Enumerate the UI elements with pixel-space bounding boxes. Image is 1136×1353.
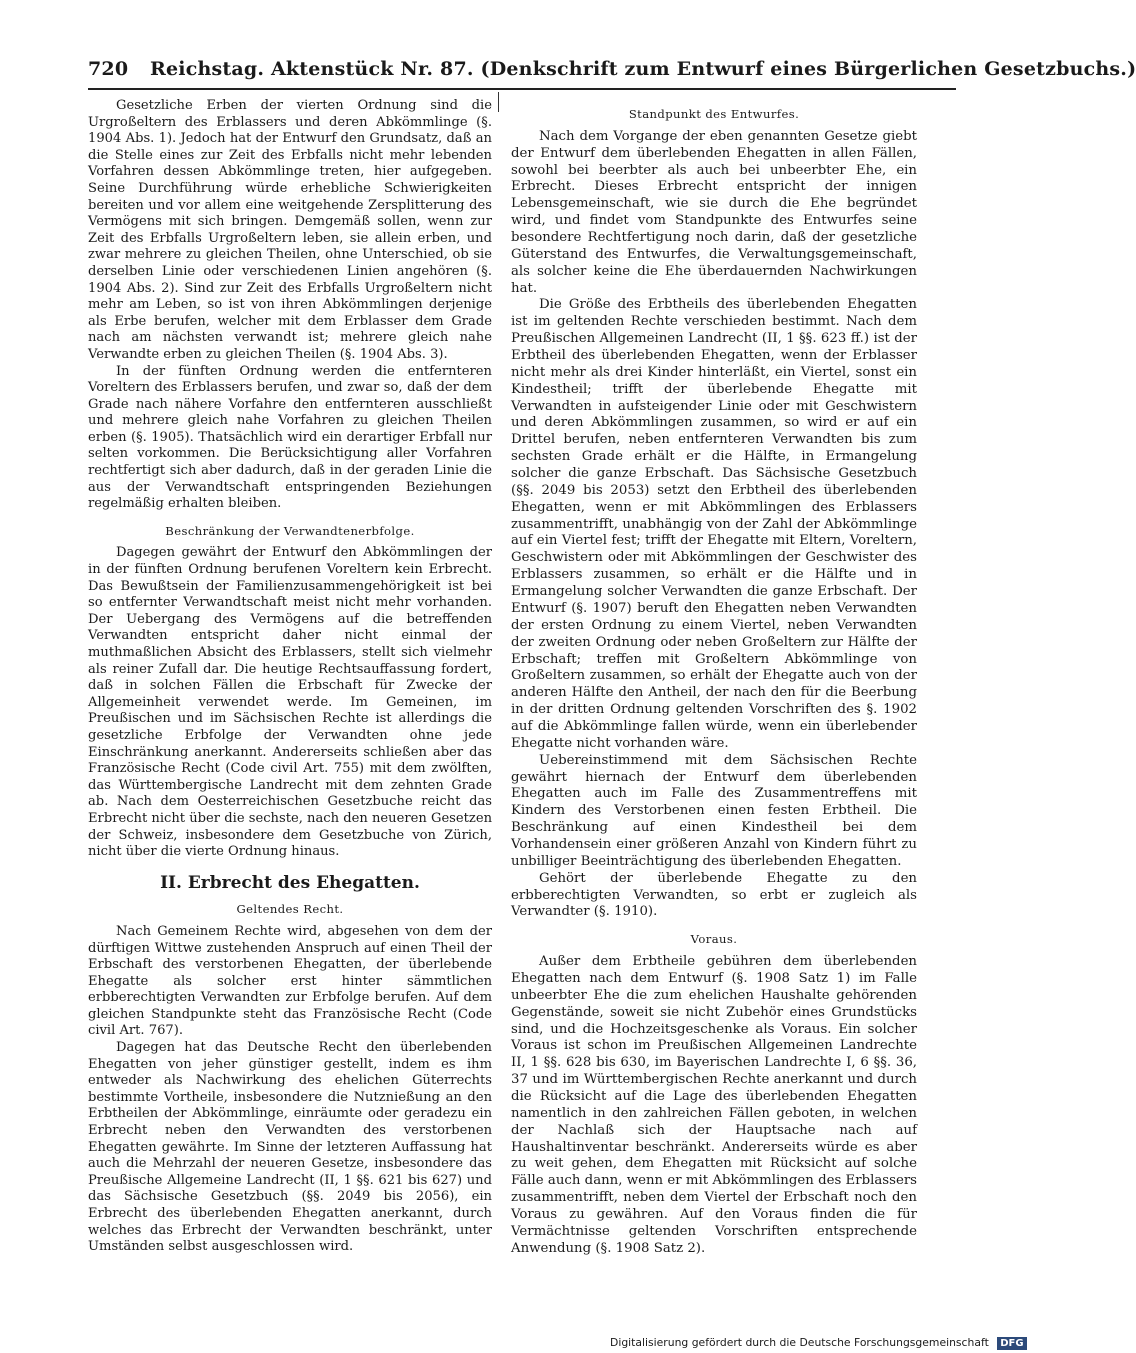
paragraph: Gehört der überlebende Ehegatte zu den erbberechtigten Verwandten, so erbt er zugleich als Verwandter (§. 1910). [511,870,917,920]
paragraph: Nach Gemeinem Rechte wird, abgesehen von dem der dürftigen Wittwe zustehenden Anspruch auf einen Theil der Erbschaft des verstorbenen Ehegatten, der überlebende Ehegatte als solcher erst hinter sämmtlichen erbberechtigten Verwandten zur Erbfolge berufen. Auf dem gleichen Standpunkte steht das Französische Recht (Code civil Art. 767). [88,923,492,1039]
subheading: Voraus. [690,932,738,947]
page-number: 720 [88,58,129,80]
paragraph: Nach dem Vorgange der eben genannten Gesetze giebt der Entwurf dem überlebenden Ehegatten in allen Fällen, sowohl bei beerbter als auch bei unbeerbter Ehe, ein Erbrecht. Dieses Erbrecht entspricht der innigen Lebensgemeinschaft, wie sie durch die Ehe begründet wird, und findet vom Standpunkte des Entwurfes seine besondere Rechtfertigung noch darin, daß der gesetzliche Güterstand des Entwurfes, die Verwaltungsgemeinschaft, als solcher keine die Ehe überdauernden Nachwirkungen hat. [511,128,917,296]
paragraph: Die Größe des Erbtheils des überlebenden Ehegatten ist im geltenden Rechte verschieden bestimmt. Nach dem Preußischen Allgemeinen Landrecht (II, 1 §§. 623 ff.) ist der Erbtheil des überlebenden Ehegatten, wenn der Erblasser nicht mehr als drei Kinder hinterläßt, ein Viertel, sonst ein Kindestheil; trifft der überlebende Ehegatte mit Verwandten in aufsteigender Linie oder mit Geschwistern und deren Abkömmlingen zusammen, so wird er auf ein Drittel berufen, neben entfernteren Verwandten bis zum sechsten Grade erhält er die Hälfte, in Ermangelung solcher die ganze Erbschaft. Das Sächsische Gesetzbuch (§§. 2049 bis 2053) setzt den Erbtheil des überlebenden Ehegatten, wenn er mit Abkömmlingen des Erblassers zusammentrifft, unabhängig von der Zahl der Abkömmlinge auf ein Viertel fest; trifft der Ehegatte mit Eltern, Voreltern, Geschwistern oder mit Abkömmlingen der Geschwister des Erblassers zusammen, so erhält er die Hälfte und in Ermangelung solcher Verwandten die ganze Erbschaft. Der Entwurf (§. 1907) beruft den Ehegatten neben Verwandten der ersten Ordnung zu einem Viertel, neben Verwandten der zweiten Ordnung oder neben Großeltern zur Hälfte der Erbschaft; treffen mit Großeltern Abkömmlinge von Großeltern zusammen, so erhält der Ehegatte auch von der anderen Hälfte den Antheil, der nach den für die Beerbung in der dritten Ordnung geltenden Vorschriften des §. 1902 auf die Abkömmlinge fallen würde, wenn ein überlebender Ehegatte nicht vorhanden wäre. [511,297,917,751]
left-column [88,98,492,1256]
credit-text: Digitalisierung gefördert durch die Deutsche Forschungsgemeinschaft [610,1336,989,1349]
subheading: Geltendes Recht. [236,902,344,917]
paragraph: Dagegen hat das Deutsche Recht den überlebenden Ehegatten von jeher günstiger gestellt, indem es ihm entweder als Nachwirkung des ehelichen Güterrechts bestimmte Vortheile, insbesondere die Nutznießung an den Erbtheilen der Abkömmlinge, einräumte oder geradezu ein Erbrecht neben den Verwandten des verstorbenen Ehegatten gewährte. Im Sinne der letzteren Auffassung hat auch die Mehrzahl der neueren Gesetze, insbesondere das Preußische Allgemeine Landrecht (II, 1 §§. 621 bis 627) und das Sächsische Gesetzbuch (§§. 2049 bis 2056), ein Erbrecht des überlebenden Ehegatten anerkannt, durch welches das Erbrecht der Verwandten beschränkt, unter Umständen selbst ausgeschlossen wird. [88,1040,492,1255]
section-heading: II. Erbrecht des Ehegatten. [160,872,420,893]
paragraph: Uebereinstimmend mit dem Sächsischen Rechte gewährt hiernach der Entwurf dem überlebenden Ehegatten auch im Falle des Zusammentreffens mit Kindern des Verstorbenen einen festen Erbtheil. Die Beschränkung auf einen Kindestheil bei dem Vorhandensein einer größeren Anzahl von Kindern führt zu unbilliger Beeinträchtigung des überlebenden Ehegatten. [511,752,917,869]
dfg-logo: DFG [997,1337,1026,1350]
right-column [511,98,917,1258]
subheading: Standpunkt des Entwurfes. [628,107,800,121]
digitization-credit [610,1336,1024,1352]
subheading: Beschränkung der Verwandtenerbfolge. [165,523,415,538]
column-divider [498,92,499,112]
paragraph: Außer dem Erbtheile gebühren dem überlebenden Ehegatten nach dem Entwurf (§. 1908 Satz 1) im Falle unbeerbter Ehe die zum ehelichen Haushalte gehörenden Gegenstände, soweit sie nicht Zubehör eines Grundstücks sind, und die Hochzeitsgeschenke als Voraus. Ein solcher Voraus ist schon im Preußischen Allgemeinen Landrechte II, 1 §§. 628 bis 630, im Bayerischen Landrechte I, 6 §§. 36, 37 und im Württembergischen Rechte anerkannt und durch die Rücksicht auf die Lage des überlebenden Ehegatten namentlich in den zahlreichen Fällen geboten, in welchen der Nachlaß sich der Hauptsache nach auf Haushaltinventar beschränkt. Andererseits würde es aber zu weit gehen, dem Ehegatten mit Rücksicht auf solche Fälle auch dann, wenn er mit Abkömmlingen des Erblassers zusammentrifft, neben dem Viertel der Erbschaft noch den Voraus zu gewähren. Auf den Voraus finden die für Vermächtnisse geltenden Vorschriften entsprechende Anwendung (§. 1908 Satz 2). [511,954,917,1256]
paragraph: Dagegen gewährt der Entwurf den Abkömmlingen der in der fünften Ordnung berufenen Voreltern kein Erbrecht. Das Bewußtsein der Familienzusammengehörigkeit ist bei so entfernter Verwandtschaft meist nicht mehr vorhanden. Der Uebergang des Vermögens auf die betreffenden Verwandten entspricht daher nicht einmal der muthmaßlichen Absicht des Erblassers, stellt sich vielmehr als reiner Zufall dar. Die heutige Rechtsauffassung fordert, daß in solchen Fällen die Erbschaft für Zwecke der Allgemeinheit verwendet werde. Im Gemeinen, im Preußischen und im Sächsischen Rechte ist allerdings die gesetzliche Erbfolge der Verwandten ohne jede Einschränkung anerkannt. Andererseits schließen aber das Französische Recht (Code civil Art. 755) mit dem zwölften, das Württembergische Landrecht mit dem zehnten Grade ab. Nach dem Oesterreichischen Gesetzbuche reicht das Erbrecht nicht über die sechste, nach den neueren Gesetzen der Schweiz, insbesondere dem Gesetzbuche von Zürich, nicht über die vierte Ordnung hinaus. [88,545,492,860]
header-title: Reichstag. Aktenstück Nr. 87. (Denkschrift zum Entwurf eines Bürgerlichen Gesetzbuchs.) [150,58,1136,80]
header-rule [88,88,956,90]
running-header [88,58,1136,92]
paragraph: In der fünften Ordnung werden die entfernteren Voreltern des Erblassers berufen, und zwar so, daß der dem Grade nach nähere Vorfahre den entfernteren ausschließt und mehrere gleich nahe Vorfahren zu gleichen Theilen erben (§. 1905). Thatsächlich wird ein derartiger Erbfall nur selten vorkommen. Die Berücksichtigung aller Vorfahren rechtfertigt sich aber dadurch, daß in der geraden Linie die aus der Verwandtschaft entspringenden Beziehungen regelmäßig erhalten bleiben. [88,363,492,512]
paragraph: Gesetzliche Erben der vierten Ordnung sind die Urgroßeltern des Erblassers und deren Abkömmlinge (§. 1904 Abs. 1). Jedoch hat der Entwurf den Grundsatz, daß an die Stelle eines zur Zeit des Erbfalls nicht mehr lebenden Vorfahren dessen Abkömmlinge treten, hier aufgegeben. Seine Durchführung würde erhebliche Schwierigkeiten bereiten und vor allem eine weitgehende Zersplitterung des Vermögens mit sich bringen. Demgemäß sollen, wenn zur Zeit des Erbfalls Urgroßeltern leben, sie allein erben, und zwar mehrere zu gleichen Theilen, ohne Unterschied, ob sie derselben Linie oder verschiedenen Linien angehören (§. 1904 Abs. 2). Sind zur Zeit des Erbfalls Urgroßeltern nicht mehr am Leben, so ist von ihren Abkömmlingen derjenige als Erbe berufen, welcher mit dem Erblasser dem Grade nach am nächsten verwandt ist; mehrere gleich nahe Verwandte erben zu gleichen Theilen (§. 1904 Abs. 3). [88,98,492,362]
